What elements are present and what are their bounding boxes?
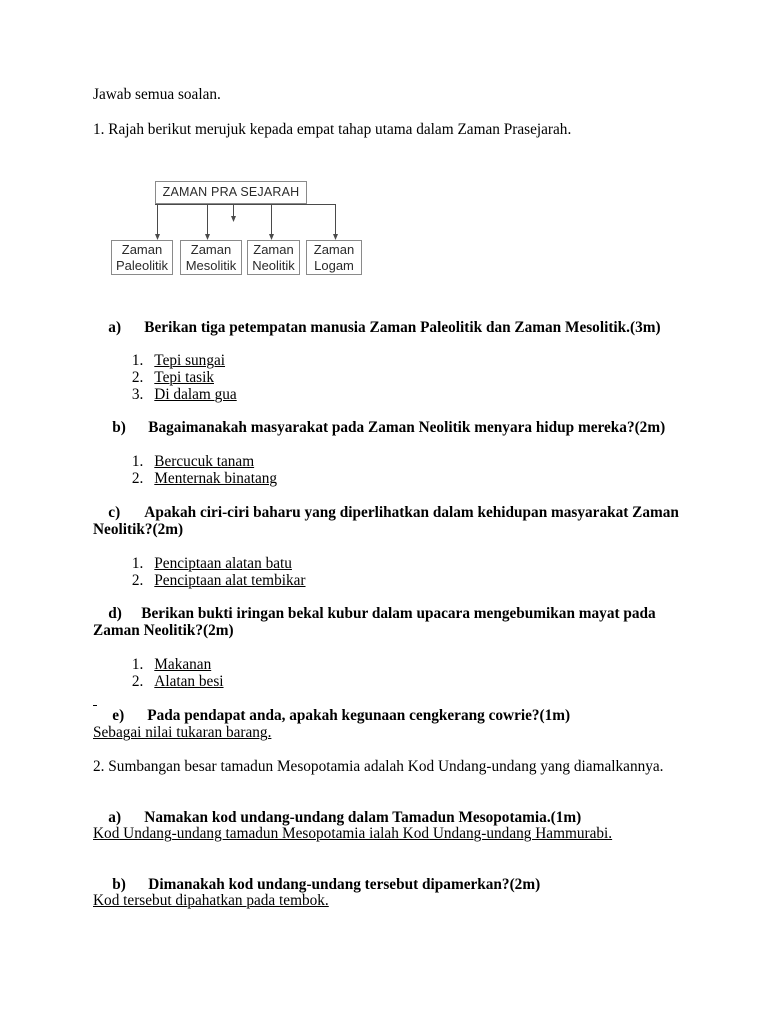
question-label: b): [112, 876, 126, 893]
answer-text: Bercucuk tanam: [154, 453, 255, 470]
answer-text: Penciptaan alatan batu: [154, 555, 292, 572]
question-1-intro: 1. Rajah berikut merujuk kepada empat tahap utama dalam Zaman Prasejarah.: [93, 121, 572, 138]
diagram-box-mesolitik: [180, 240, 242, 275]
question-label: b): [112, 419, 126, 436]
list-number: 2.: [131, 369, 144, 386]
diagram-root-box: [155, 181, 307, 204]
question-text: Berikan bukti iringan bekal kubur dalam upacara mengebumikan mayat pada Zaman Neolitik?(2m): [93, 605, 656, 639]
question-text: Pada pendapat anda, apakah kegunaan cengkerang cowrie?(1m): [147, 707, 571, 724]
diagram-box-line2: Mesolitik: [185, 258, 237, 273]
answer-text: Tepi sungai: [154, 352, 226, 369]
question-label: e): [112, 707, 125, 724]
answer-text: Tepi tasik: [154, 369, 214, 386]
list-number: 1.: [131, 656, 144, 673]
question-2-intro: 2. Sumbangan besar tamadun Mesopotamia adalah Kod Undang-undang yang diamalkannya.: [93, 758, 664, 775]
diagram-box-paleolitik: [111, 240, 173, 275]
answer-text: Kod tersebut dipahatkan pada tembok.: [93, 892, 329, 909]
answer-text: Alatan besi: [154, 673, 224, 690]
prehistory-diagram: [0, 0, 768, 300]
answer-text: Kod Undang-undang tamadun Mesopotamia ialah Kod Undang-undang Hammurabi.: [93, 825, 613, 842]
question-label: a): [108, 809, 122, 826]
diagram-box-logam: [306, 240, 362, 275]
question-text: Namakan kod undang-undang dalam Tamadun Mesopotamia.(1m): [144, 809, 582, 826]
list-number: 1.: [131, 555, 144, 572]
question-text: Apakah ciri-ciri baharu yang diperlihatkan dalam kehidupan masyarakat Zaman Neolitik?(2m): [93, 504, 679, 538]
diagram-box-line1: Zaman: [313, 242, 355, 257]
question-label: a): [108, 319, 122, 336]
list-number: 1.: [131, 352, 144, 369]
diagram-box-line2: Paleolitik: [115, 258, 169, 273]
question-label: d): [108, 605, 122, 622]
answer-text: Sebagai nilai tukaran barang.: [93, 724, 272, 741]
diagram-box-line1: Zaman: [121, 242, 163, 257]
diagram-box-line2: Logam: [314, 258, 354, 273]
diagram-box-neolitik: [247, 240, 300, 275]
list-number: 2.: [131, 572, 144, 589]
question-text: Berikan tiga petempatan manusia Zaman Paleolitik dan Zaman Mesolitik.(3m): [144, 319, 661, 336]
question-text: Dimanakah kod undang-undang tersebut dipamerkan?(2m): [148, 876, 541, 893]
list-number: 2.: [131, 470, 144, 487]
list-number: 2.: [131, 673, 144, 690]
diagram-root-label: ZAMAN PRA SEJARAH: [162, 185, 300, 199]
diagram-box-line1: Zaman: [253, 242, 294, 257]
list-number: 1.: [131, 453, 144, 470]
answer-text: Penciptaan alat tembikar: [154, 572, 306, 589]
diagram-box-line1: Zaman: [190, 242, 232, 257]
answer-text: Menternak binatang: [154, 470, 278, 487]
diagram-box-line2: Neolitik: [252, 258, 295, 273]
question-text: Bagaimanakah masyarakat pada Zaman Neolitik menyara hidup mereka?(2m): [148, 419, 666, 436]
answer-text: Di dalam gua: [154, 386, 237, 403]
answer-text: Makanan: [154, 656, 212, 673]
arrowhead: [231, 216, 236, 222]
list-number: 3.: [131, 386, 144, 403]
question-label: c): [108, 504, 121, 521]
instruction-text: Jawab semua soalan.: [93, 86, 221, 103]
